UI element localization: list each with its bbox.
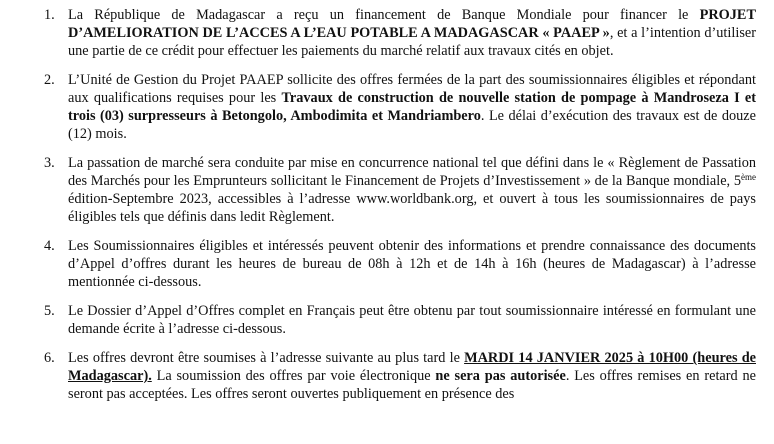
list-item-4 <box>44 237 756 291</box>
item-number: 6. <box>44 350 55 366</box>
item-number: 3. <box>44 155 55 171</box>
item-text: L’Unité de Gestion du Projet PAAEP sollicite des offres fermées de la part des soumissionnaires éligibles et répondant aux qualifications requises pour les Travaux de construction de nouvelle station de pompage à Mandroseza I et trois (03) surpresseurs à Betongolo, Ambodimita et Mandriambero. Le délai d’exécution des travaux est de douze (12) mois. <box>68 72 756 142</box>
numbered-list <box>44 6 756 403</box>
list-item-3 <box>44 154 756 226</box>
item-text: Les offres devront être soumises à l’adresse suivante au plus tard le MARDI 14 JANVIER 2025 à 10H00 (heures de Madagascar). La soumission des offres par voie électronique ne sera pas autorisée. Les offres remises en retard ne seront pas acceptées. Les offres seront ouvertes publiquement en présence des <box>68 350 757 402</box>
not-authorized: ne sera pas autorisée <box>435 368 566 384</box>
item-text: La République de Madagascar a reçu un financement de Banque Mondiale pour financer le PROJET D’AMELIORATION DE L’ACCES A L’EAU POTABLE A MADAGASCAR « PAAEP », et a l’intention d’utiliser une partie de ce crédit pour effectuer les paiements du marché relatif aux travaux cités en objet. <box>68 7 756 59</box>
works-title: Travaux de construction de nouvelle station de pompage à Mandroseza I et trois (03) surpresseurs à Betongolo, Ambodimita et Mandriambero <box>68 90 756 124</box>
item-number: 1. <box>44 7 55 23</box>
deadline: MARDI 14 JANVIER 2025 à 10H00 (heures de Madagascar). <box>68 350 756 384</box>
list-item-5 <box>44 302 756 338</box>
project-name: PROJET D’AMELIORATION DE L’ACCES A L’EAU POTABLE A MADAGASCAR « PAAEP » <box>68 7 756 41</box>
item-number: 4. <box>44 238 55 254</box>
superscript: ème <box>741 172 756 182</box>
list-item-6 <box>44 349 756 403</box>
item-number: 2. <box>44 72 55 88</box>
item-text: La passation de marché sera conduite par mise en concurrence national tel que défini dans le « Règlement de Passation des Marchés pour les Emprunteurs sollicitant le Financement de Projets d’Investissement » de la Banque mondiale, 5ème édition-Septembre 2023, accessibles à l’adresse www.worldbank.org, et ouvert à tous les soumissionnaires de pays éligibles tels que définis dans ledit Règlement. <box>68 155 756 225</box>
item-text: Les Soumissionnaires éligibles et intéressés peuvent obtenir des informations et prendre connaissance des documents d’Appel d’offres durant les heures de bureau de 08h à 12h et de 14h à 16h (heures de Madagascar) à l’adresse mentionnée ci-dessous. <box>68 238 756 290</box>
item-text: Le Dossier d’Appel d’Offres complet en Français peut être obtenu par tout soumissionnaire intéressé en formulant une demande écrite à l’adresse ci-dessous. <box>68 303 756 337</box>
list-item-2 <box>44 71 756 143</box>
list-item-1 <box>44 6 756 60</box>
item-number: 5. <box>44 303 55 319</box>
